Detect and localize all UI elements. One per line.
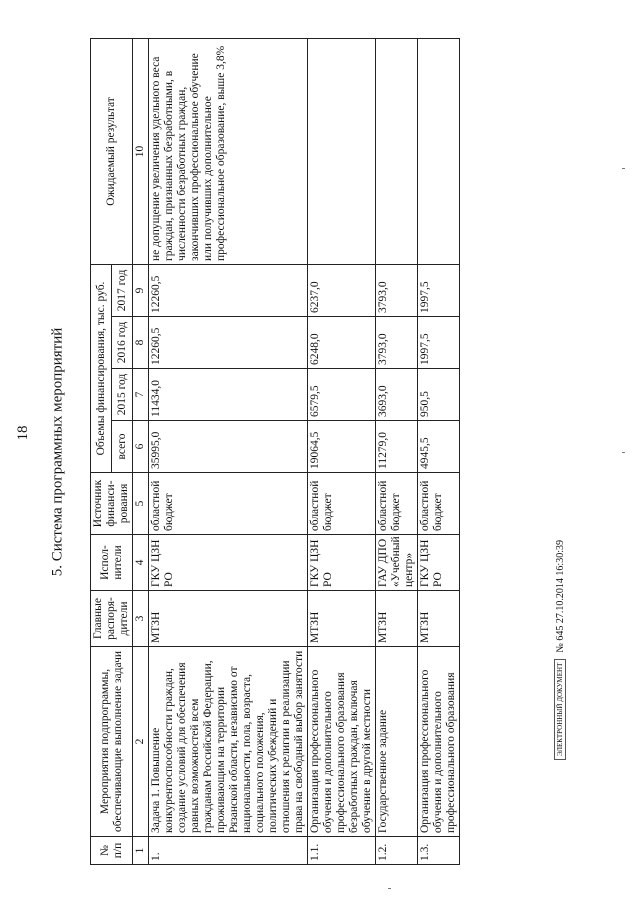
col-number: 3 [133, 591, 149, 647]
row-total: 35995,0 [149, 421, 308, 473]
row-executors: ГКУ ЦЗН РО [149, 535, 308, 591]
col-number: 9 [133, 264, 149, 316]
col-number: 6 [133, 421, 149, 473]
col-number: 7 [133, 369, 149, 421]
row-2015: 11434,0 [149, 369, 308, 421]
row-activity: Организация профессионального обучения и дополнительного профессионального образования безработных граждан, включая обучение в другой местности [308, 647, 376, 837]
rotated-table-container [90, 39, 610, 865]
row-2016: 3793,0 [376, 317, 418, 369]
row-managers: МТЗН [149, 591, 308, 647]
table-row [418, 38, 460, 864]
row-2016: 12260,5 [149, 317, 308, 369]
col-number: 1 [133, 837, 149, 865]
row-2016: 1997,5 [418, 317, 460, 369]
row-2017: 6237,0 [308, 264, 376, 316]
table-row [308, 38, 376, 864]
page-number: 18 [15, 425, 31, 441]
header-executors: Испол-нители [91, 535, 133, 591]
row-executors: ГКУ ЦЗН РО [418, 535, 460, 591]
scan-mark [388, 888, 391, 889]
row-total: 4945,5 [418, 421, 460, 473]
header-2015: 2015 год [112, 369, 133, 421]
activities-table [90, 38, 460, 865]
row-2015: 3693,0 [376, 369, 418, 421]
header-managers: Главные распоря-дители [91, 591, 133, 647]
col-number: 8 [133, 317, 149, 369]
row-executors: ГКУ ЦЗН РО [308, 535, 376, 591]
row-total: 19064,5 [308, 421, 376, 473]
header-result: Ожидаемый результат [91, 38, 133, 264]
table-row [149, 38, 308, 864]
row-2017: 12260,5 [149, 264, 308, 316]
document-footer [554, 540, 566, 760]
header-volumes: Объемы финансирования, тыс. руб. [91, 264, 112, 472]
electronic-document-stamp: ЭЛЕКТРОННЫЙ ДОКУМЕНТ [554, 659, 566, 760]
row-2016: 6248,0 [308, 317, 376, 369]
row-activity: Государственное задание [376, 647, 418, 837]
row-source: областной бюджет [376, 473, 418, 535]
section-title: 5. Система программных мероприятий [49, 327, 66, 577]
row-source: областной бюджет [308, 473, 376, 535]
row-2015: 6579,5 [308, 369, 376, 421]
row-number: 1.3. [418, 837, 460, 865]
row-managers: МТЗН [418, 591, 460, 647]
row-result [418, 38, 460, 264]
row-source: областной бюджет [418, 473, 460, 535]
scan-mark [622, 168, 625, 169]
document-reference: № 645 27.10.2014 16:30:39 [554, 540, 566, 653]
row-managers: МТЗН [376, 591, 418, 647]
header-source: Источник финанси-рования [91, 473, 133, 535]
row-activity: Организация профессионального обучения и дополнительного профессионального образования [418, 647, 460, 837]
row-result [308, 38, 376, 264]
row-number: 1.1. [308, 837, 376, 865]
col-number: 2 [133, 647, 149, 837]
row-2017: 1997,5 [418, 264, 460, 316]
header-activity: Мероприятия подпрограммы, обеспечивающие выполнение задачи [91, 647, 133, 837]
row-2015: 950,5 [418, 369, 460, 421]
column-number-row [133, 38, 149, 864]
header-2017: 2017 год [112, 264, 133, 316]
row-total: 11279,0 [376, 421, 418, 473]
row-activity: Задача 1. Повышение конкурентоспособности граждан, создание условий для обеспечения равных возможностей всем гражданам Российской Федерации, проживающим на территории Рязанской области, независимо от национальности, пола, возраста, социального положения, политических убеждений и отношения к религии в реализации права на свободный выбор занятости [149, 647, 308, 837]
table-row [376, 38, 418, 864]
col-number: 5 [133, 473, 149, 535]
header-total: всего [112, 421, 133, 473]
row-number: 1.2. [376, 837, 418, 865]
row-executors: ГАУ ДПО «Учебный центр» [376, 535, 418, 591]
col-number: 10 [133, 38, 149, 264]
col-number: 4 [133, 535, 149, 591]
row-result: не допущение увеличения удельного веса граждан, признанных безработными, в численности безработных граждан, закончивших профессиональное обучение или получивших дополнительное профессиональное образование, выше 3,8% [149, 38, 308, 264]
row-result [376, 38, 418, 264]
row-managers: МТЗН [308, 591, 376, 647]
header-n: № п/п [91, 837, 133, 865]
header-2016: 2016 год [112, 317, 133, 369]
row-2017: 3793,0 [376, 264, 418, 316]
row-number: 1. [149, 837, 308, 865]
scan-mark [622, 452, 625, 453]
row-source: областной бюджет [149, 473, 308, 535]
